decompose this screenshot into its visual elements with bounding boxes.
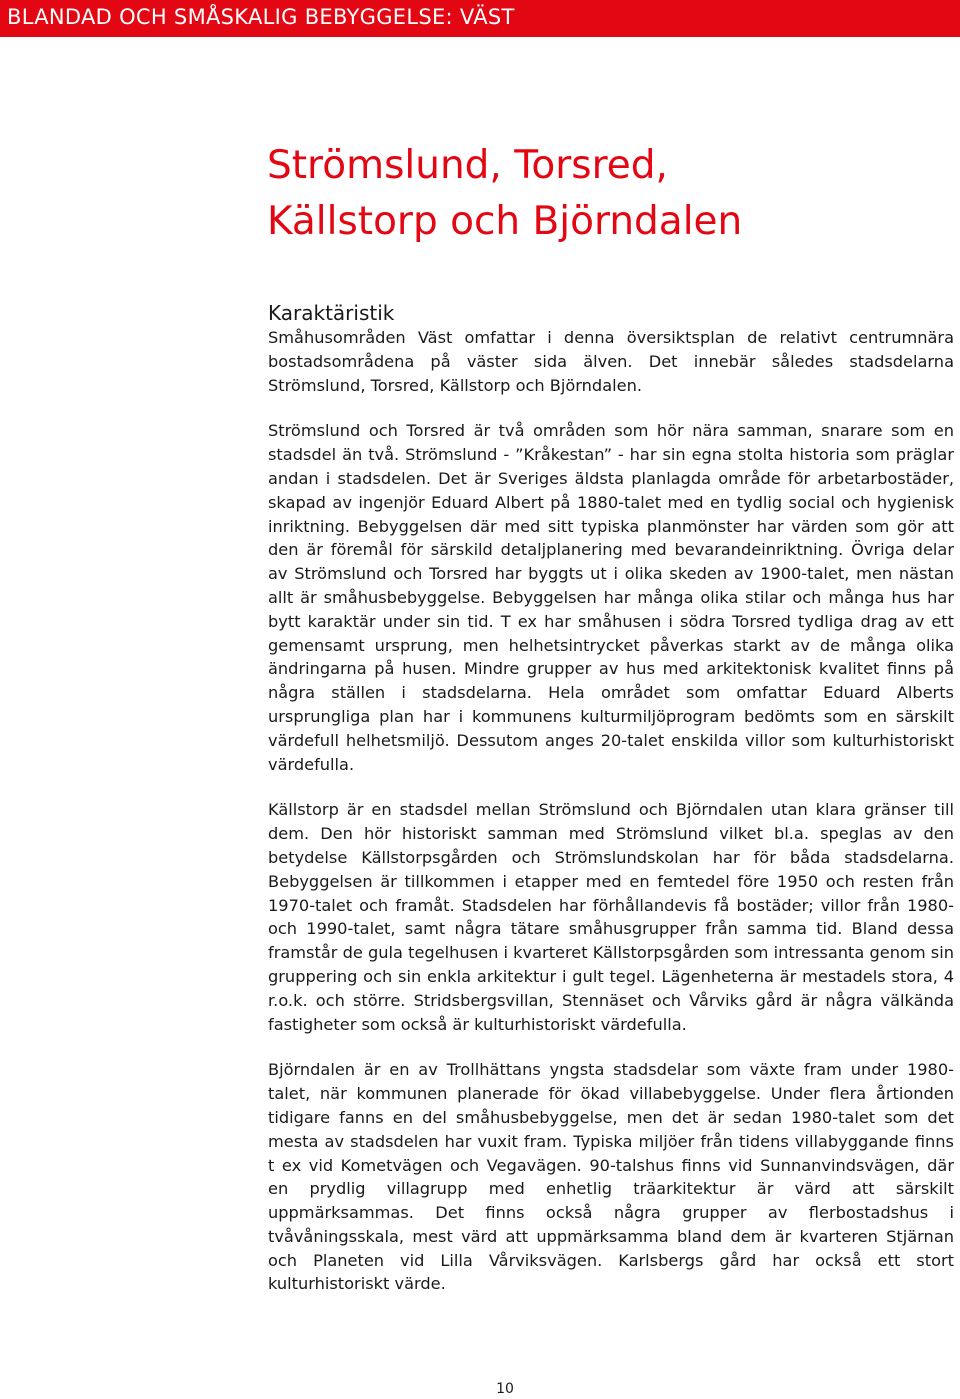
page-title [267,138,947,250]
paragraph-stromslund-torsred: Strömslund och Torsred är två områden som hör nära samman, snarare som en stadsdel än två. Strömslund - ”Kråkestan” - har sin egna stolta historia som präglar andan i stadsdelen. Det är Sveriges äldsta planlagda område för arbetarbostäder, skapad av ingenjör Eduard Albert på 1880-talet med en tydlig social och hygienisk inriktning. Bebyggelsen där med sitt typiska planmönster har värden som gör att den är föremål för särskild detaljplanering med bevarandeinriktning. Övriga delar av Strömslund och Torsred har byggts ut i olika skeden av 1900-talet, men nästan allt är småhusbebyggelse. Bebyggelsen har många olika stilar och många hus har bytt karaktär under sin tid. T ex har småhusen i södra Torsred tydliga drag av ett gemensamt ursprung, men helhetsintrycket påverkas starkt av de många olika ändringarna på husen. Mindre grupper av hus med arkitektonisk kvalitet finns på några ställen i stadsdelarna. Hela området som omfattar Eduard Alberts ursprungliga plan har i kommunens kulturmiljöprogram bedömts som en särskilt värdefull helhetsmiljö. Dessutom anges 20-talet enskilda villor som kulturhistoriskt värdefulla. [268,421,954,774]
section-header-bar [0,0,960,37]
page-title-line-1: Strömslund, Torsred, [267,143,668,188]
subheading: Karaktäristik [268,301,395,325]
page-title-line-2: Källstorp och Björndalen [267,199,743,244]
paragraph-kallstorp: Källstorp är en stadsdel mellan Strömslund och Björndalen utan klara gränser till dem. Den hör historiskt samman med Strömslund vilket bl.a. speglas av den betydelse Källstorpsgården och Strömslundskolan har för båda stadsdelarna. Bebyggelsen är tillkommen i etapper med en femtedel före 1950 och resten från 1970-talet och framåt. Stadsdelen har förhållandevis få bostäder; villor från 1980- och 1990-talet, samt några tätare småhusgrupper från samma tid. Bland dessa framstår de gula tegelhusen i kvarteret Källstorpsgården som intressanta genom sin gruppering och sin enkla arkitektur i gult tegel. Lägenheterna är mestadels stora, 4 r.o.k. och större. Stridsbergsvillan, Stennäset och Vårviks gård är några välkända fastigheter som också är kulturhistoriskt värdefulla. [268,800,954,1034]
paragraph-bjorndalen: Björndalen är en av Trollhättans yngsta stadsdelar som växte fram under 1980-talet, när kommunen planerade för ökad villabebyggelse. Under flera årtionden tidigare fanns en del småhusbebyggelse, men det är sedan 1980-talet som det mesta av stadsdelen har vuxit fram. Typiska miljöer från tidens villabyggande finns t ex vid Kometvägen och Vegavägen. 90-talshus finns vid Sunnanvindsvägen, där en prydlig villagrupp med enhetlig träarkitektur är värd att särskilt uppmärksammas. Det finns också några grupper av flerbostadshus i tvåvåningsskala, mest värd att uppmärksamma bland dem är kvarteren Stjärnan och Planeten vid Lilla Vårviksvägen. Karlsbergs gård har också ett stort kulturhistoriskt värde. [268,1060,954,1294]
paragraph-intro: Småhusområden Väst omfattar i denna översiktsplan de relativt centrumnära bostadsområdena på väster sida älven. Det innebär således stadsdelarna Strömslund, Torsred, Källstorp och Björndalen. [268,328,954,395]
body-content [268,300,954,1296]
section-header-title: BLANDAD OCH SMÅSKALIG BEBYGGELSE: VÄST [7,5,515,29]
page-number: 10 [496,1381,514,1397]
